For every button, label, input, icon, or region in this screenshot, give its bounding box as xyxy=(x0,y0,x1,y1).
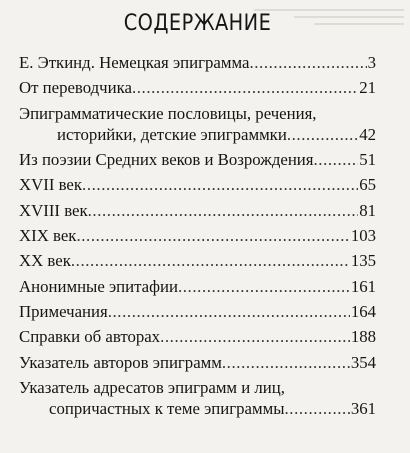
toc-entry-page: 81 xyxy=(359,200,376,220)
toc-entry-label: Справки об авторах xyxy=(19,327,161,347)
toc-entry-label: Е. Эткинд. Немецкая эпиграмма xyxy=(19,53,250,72)
toc-entry-label: Примечания xyxy=(19,301,108,321)
toc-entry-label: Анонимные эпитафии xyxy=(19,276,178,296)
toc-entry[interactable] xyxy=(19,326,376,347)
toc-entry[interactable] xyxy=(19,352,376,373)
leader-dots xyxy=(132,77,358,98)
toc-entry-label: Из поэзии Средних веков и Возрождения xyxy=(19,150,314,170)
toc-entry[interactable] xyxy=(19,250,376,271)
leader-dots xyxy=(285,398,350,419)
toc-entry-label: От переводчика xyxy=(19,78,132,98)
toc-entry-page: 42 xyxy=(359,124,376,144)
leader-dots xyxy=(178,276,350,297)
toc-entry[interactable] xyxy=(19,52,376,73)
toc-entry[interactable] xyxy=(19,276,376,297)
toc-entry-page: 164 xyxy=(350,301,376,321)
toc-entry-page: 161 xyxy=(350,276,376,296)
toc-entry-page: 354 xyxy=(350,352,376,372)
leader-dots xyxy=(108,301,350,322)
toc-entry-page: 3 xyxy=(367,53,376,72)
toc-entry-label: Указатель авторов эпиграмм xyxy=(19,352,222,372)
leader-dots xyxy=(76,225,349,246)
toc-entry[interactable] xyxy=(19,200,376,221)
leader-dots xyxy=(222,352,350,373)
toc-entry[interactable] xyxy=(19,174,376,195)
toc-list xyxy=(19,52,376,419)
toc-entry-page: 135 xyxy=(350,251,376,271)
toc-entry-page: 361 xyxy=(350,399,376,419)
leader-dots xyxy=(249,52,366,73)
toc-entry-label: XIX век xyxy=(19,226,77,246)
toc-entry-label-line-2: сопричастных к теме эпиграммы xyxy=(49,399,285,419)
toc-entry-label: XX век xyxy=(19,251,71,271)
toc-entry-page: 103 xyxy=(350,226,376,246)
toc-entry[interactable] xyxy=(19,301,376,322)
toc-title: СОДЕРЖАНИЕ xyxy=(123,11,272,36)
toc-entry-label-line-1: Эпиграмматические пословицы, речения, xyxy=(19,103,317,123)
leader-dots xyxy=(82,174,358,195)
toc-entry[interactable] xyxy=(19,149,376,170)
toc-entry-page: 188 xyxy=(350,327,376,347)
toc-entry-page: 51 xyxy=(359,150,376,170)
toc-entry[interactable] xyxy=(19,103,376,146)
toc-entry-label: XVII век xyxy=(19,175,83,195)
toc-entry-page: 65 xyxy=(359,175,376,195)
toc-entry[interactable] xyxy=(19,377,376,420)
leader-dots xyxy=(88,200,359,221)
toc-entry-label-line-1: Указатель адресатов эпиграмм и лиц, xyxy=(19,377,285,397)
toc-entry-label: XVIII век xyxy=(19,200,88,220)
leader-dots xyxy=(71,250,350,271)
toc-entry[interactable] xyxy=(19,77,376,98)
leader-dots xyxy=(314,149,359,170)
leader-dots xyxy=(160,326,350,347)
toc-entry[interactable] xyxy=(19,225,376,246)
toc-entry-page: 21 xyxy=(359,78,376,98)
toc-entry-label-line-2: историйки, детские эпиграммки xyxy=(57,124,287,144)
leader-dots xyxy=(287,124,358,145)
